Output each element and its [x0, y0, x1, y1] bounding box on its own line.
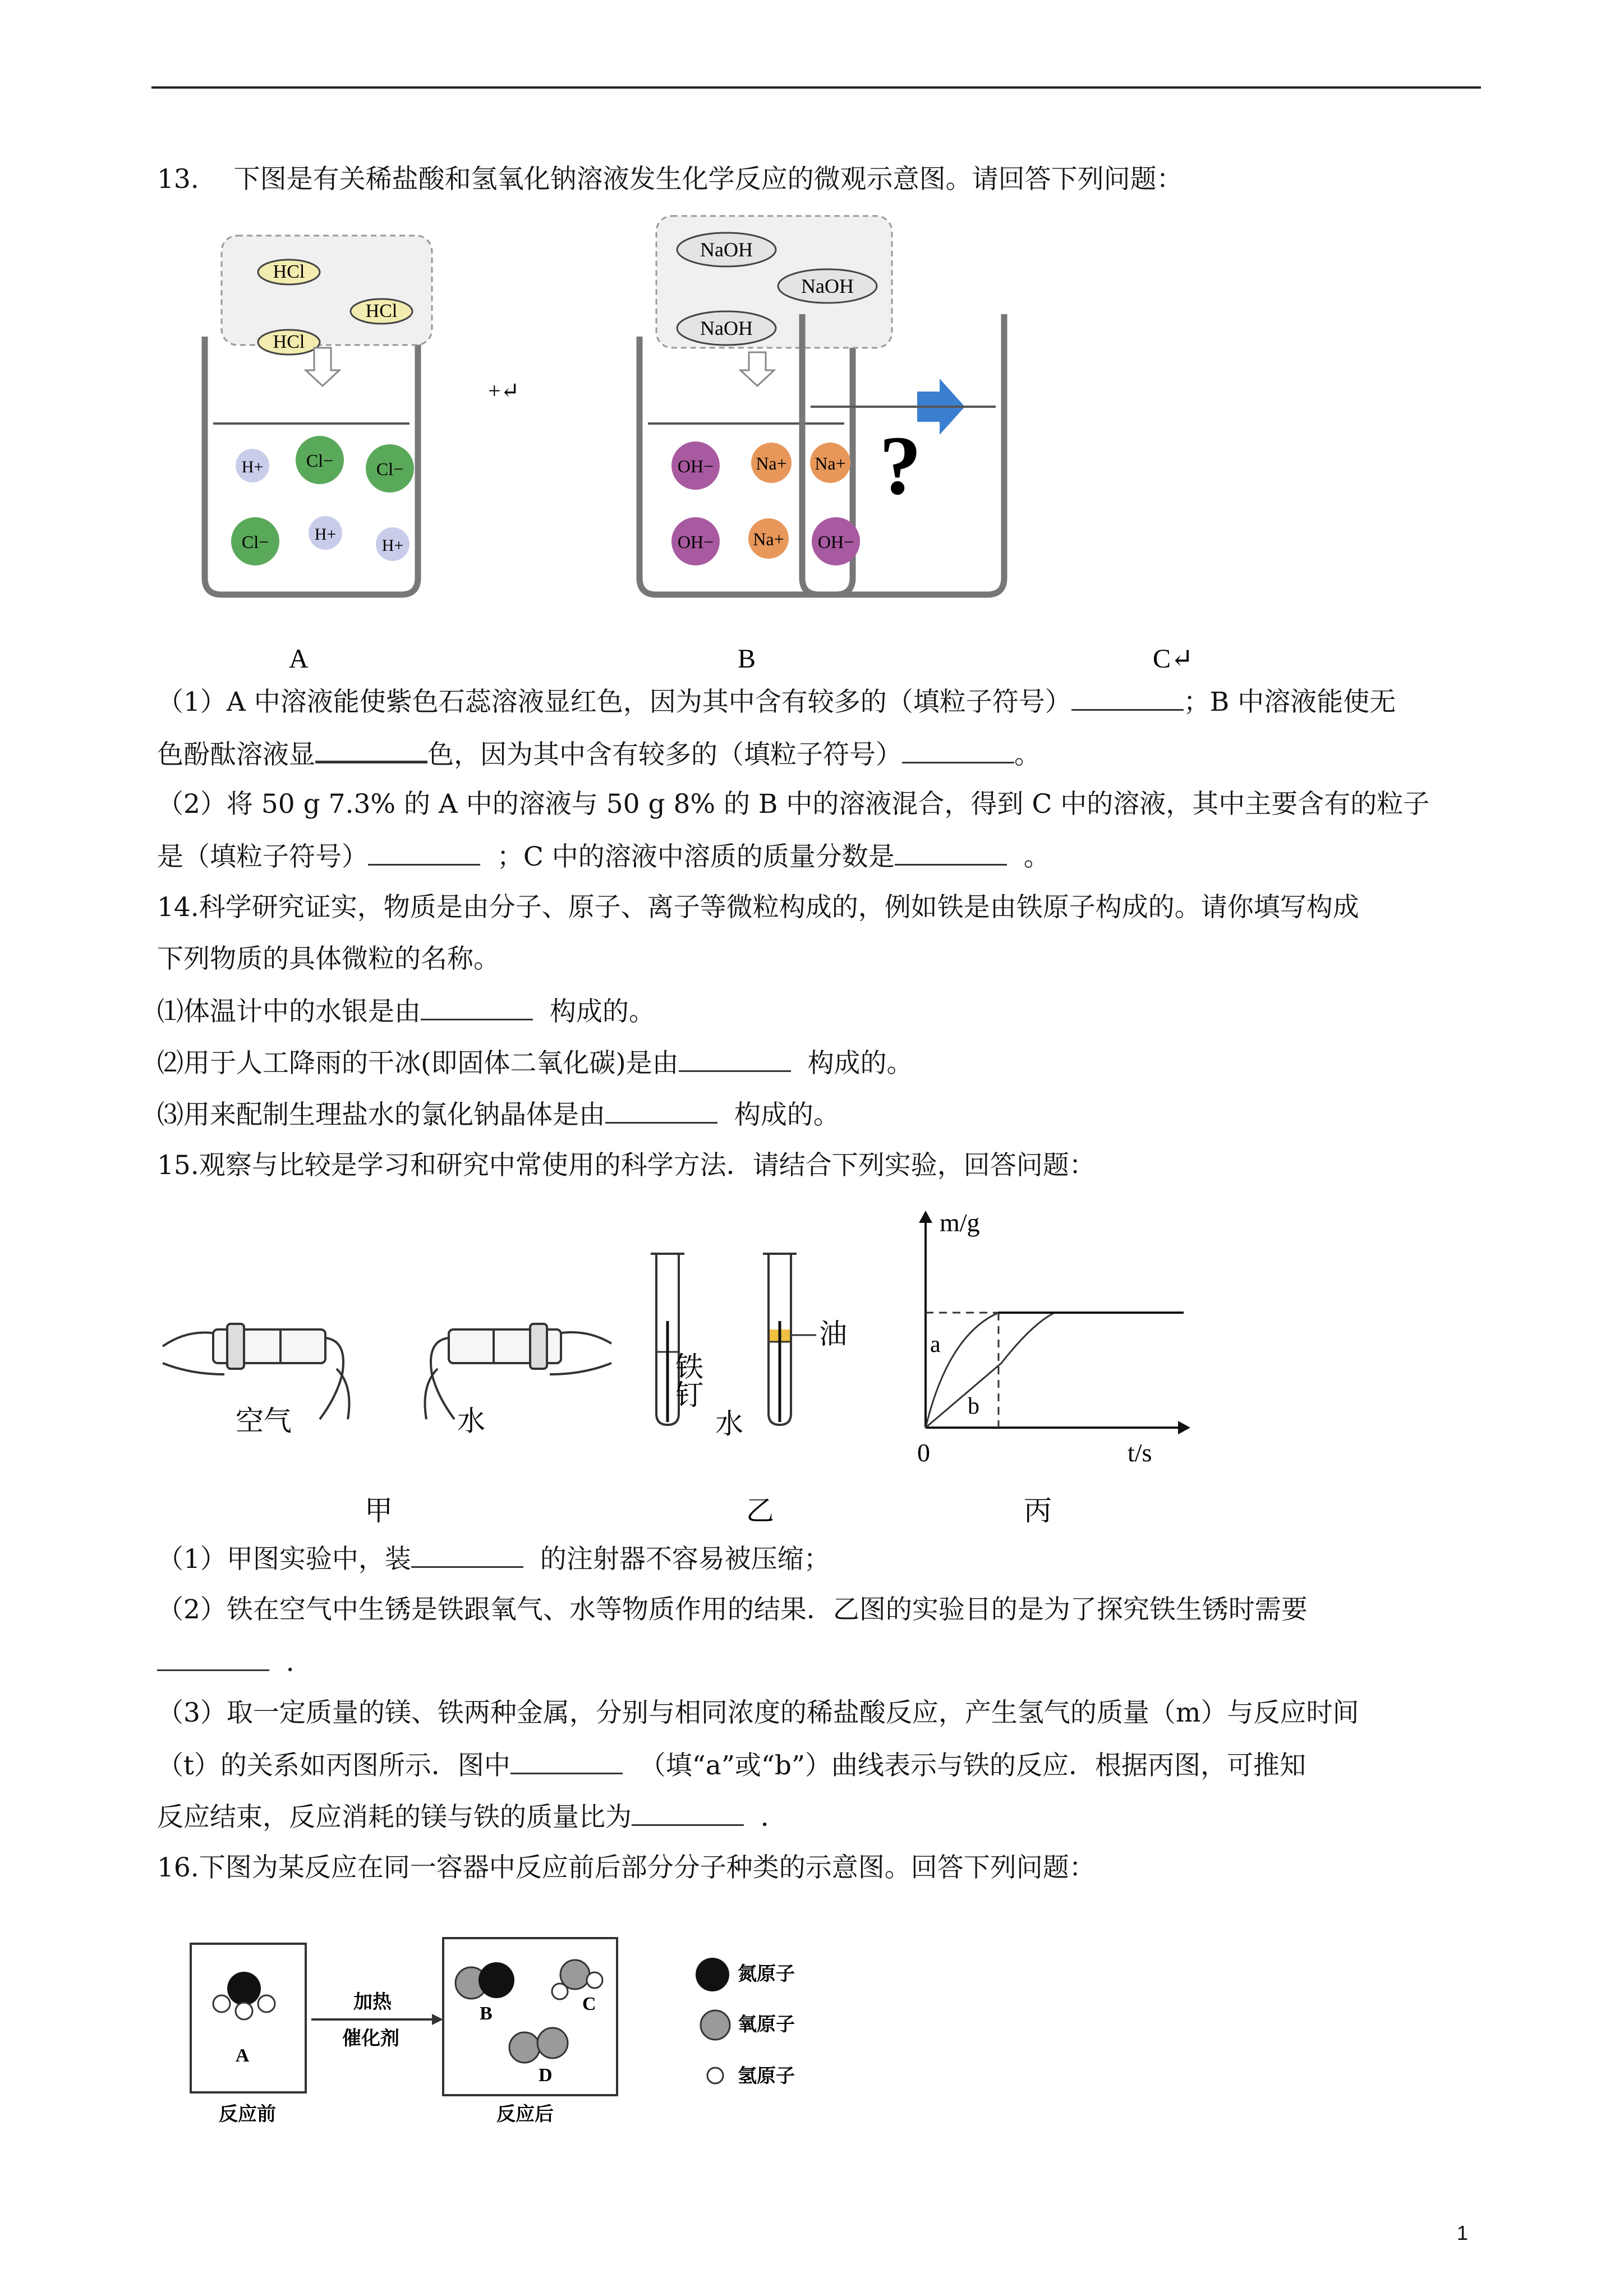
answer-blank[interactable] — [315, 736, 427, 763]
label-water: 水 — [457, 1405, 485, 1437]
box-after — [443, 1938, 617, 2095]
page-number: 1 — [1457, 2221, 1469, 2244]
legend-h-label: 氢原子 — [738, 2066, 795, 2087]
answer-blank[interactable] — [411, 1542, 523, 1568]
q15-intro: 15.观察与比较是学习和研究中常使用的科学方法．请结合下列实验，回答问题： — [157, 1150, 1096, 1181]
ion-oh: OH− — [817, 532, 854, 552]
text: 色酚酞溶液显 — [157, 739, 315, 770]
curve-b-label: b — [968, 1393, 979, 1419]
ion-cl: Cl− — [306, 450, 334, 471]
q15-p3-line2 — [157, 1748, 1306, 1783]
answer-blank[interactable] — [421, 994, 533, 1020]
label-a: A — [235, 2045, 250, 2066]
ion-h: H+ — [241, 458, 264, 476]
label-c: C — [582, 1994, 596, 2014]
ion-na: Na+ — [753, 529, 784, 549]
arrow-icon — [432, 2014, 443, 2025]
text: 构成的。 — [734, 1099, 840, 1130]
naoh-label: NaOH — [700, 238, 753, 261]
naoh-label: NaOH — [801, 275, 854, 297]
text: ⑴体温计中的水银是由 — [157, 996, 421, 1027]
text: 。 — [1023, 841, 1050, 872]
x-axis-label: t/s — [1128, 1438, 1152, 1467]
label-after: 反应后 — [496, 2104, 554, 2125]
figure-bing-chart — [919, 1211, 1190, 1434]
answer-blank[interactable] — [510, 1748, 623, 1774]
label-oil: 油 — [819, 1318, 847, 1350]
q15-figure — [157, 1206, 1200, 1537]
answer-blank[interactable] — [679, 1046, 791, 1072]
legend-h-swatch — [707, 2068, 723, 2083]
q14-s2 — [157, 1046, 913, 1080]
label-catalyst: 催化剂 — [342, 2028, 399, 2049]
q15-p3-line1: （3）取一定质量的镁、铁两种金属，分别与相同浓度的稀盐酸反应，产生氢气的质量（m）与反应时间 — [157, 1697, 1359, 1728]
answer-blank[interactable] — [902, 737, 1014, 763]
legend-n-label: 氮原子 — [738, 1964, 795, 1985]
answer-blank[interactable] — [368, 839, 480, 866]
q14-intro-1: 14.科学研究证实，物质是由分子、原子、离子等微粒构成的，例如铁是由铁原子构成的。请你填写构成 — [157, 892, 1359, 923]
hcl-bubble — [222, 236, 432, 345]
hcl-label: HCl — [273, 332, 305, 352]
header-rule — [151, 86, 1481, 89]
answer-blank[interactable] — [632, 1800, 744, 1826]
text: ． — [760, 1802, 787, 1833]
label-yi: 乙 — [746, 1495, 774, 1526]
down-arrow-icon — [740, 352, 774, 386]
down-arrow-icon — [306, 348, 339, 386]
answer-blank[interactable] — [605, 1097, 717, 1124]
text: （1）A 中溶液能使紫色石蕊溶液显红色，因为其中含有较多的（填粒子符号） — [157, 687, 1071, 717]
answer-blank[interactable] — [1071, 684, 1184, 711]
q15-p2-line1: （2）铁在空气中生锈是铁跟氧气、水等物质作用的结果．乙图的实验目的是为了探究铁生锈时需要 — [157, 1594, 1308, 1625]
text: 是（填粒子符号） — [157, 841, 368, 872]
text: ⑵用于人工降雨的干冰(即固体二氧化碳)是由 — [157, 1048, 679, 1079]
answer-blank[interactable] — [895, 839, 1007, 866]
curve-a-label: a — [930, 1332, 941, 1358]
text: （1）甲图实验中，装 — [157, 1544, 411, 1575]
y-axis-label: m/g — [940, 1208, 980, 1237]
plus-sign: +↵ — [488, 378, 520, 403]
text: ；C 中的溶液中溶质的质量分数是 — [496, 841, 895, 872]
label-bing: 丙 — [1024, 1495, 1052, 1526]
q14-s3 — [157, 1097, 840, 1132]
text: 构成的。 — [549, 996, 655, 1027]
label-air: 空气 — [236, 1405, 292, 1437]
curve-a — [926, 1313, 999, 1428]
figure-jia — [163, 1324, 611, 1419]
label-b: B — [738, 644, 756, 674]
text: 。 — [1014, 739, 1041, 770]
text: 的注射器不容易被压缩； — [540, 1544, 830, 1575]
label-c: C↵ — [1153, 644, 1194, 674]
naoh-label: NaOH — [700, 317, 753, 339]
ion-na: Na+ — [756, 453, 787, 473]
hcl-label: HCl — [273, 261, 305, 282]
legend-o-label: 氧原子 — [738, 2014, 795, 2035]
legend-o-swatch — [701, 2010, 730, 2040]
beaker-a — [205, 236, 432, 595]
text: ⑶用来配制生理盐水的氯化钠晶体是由 — [157, 1099, 605, 1130]
label-a: A — [289, 644, 309, 674]
beaker-b — [640, 216, 892, 595]
ion-h: H+ — [314, 525, 337, 544]
text: （t）的关系如丙图所示．图中 — [157, 1750, 510, 1781]
box-before — [191, 1944, 306, 2092]
q15-p2-line2 — [157, 1645, 312, 1680]
label-iron-nail: 铁钉 — [671, 1352, 703, 1408]
q13-figure — [191, 208, 1194, 684]
label-before: 反应前 — [219, 2104, 276, 2125]
q13-intro: 13. 下图是有关稀盐酸和氢氧化钠溶液发生化学反应的微观示意图。请回答下列问题： — [157, 164, 1183, 195]
answer-blank[interactable] — [157, 1645, 269, 1671]
q13-p1-line2 — [157, 736, 1041, 772]
question-mark: ? — [879, 419, 922, 512]
ion-na: Na+ — [815, 453, 846, 473]
text: ；B 中溶液能使无 — [1183, 687, 1396, 717]
q13-p2-line1: （2）将 50 g 7.3% 的 A 中的溶液与 50 g 8% 的 B 中的溶液混合，得到 C 中的溶液，其中主要含有的粒子 — [157, 789, 1430, 820]
label-jia: 甲 — [365, 1495, 393, 1526]
q14-s1 — [157, 994, 655, 1029]
text: 构成的。 — [807, 1048, 913, 1079]
q15-p3-line3 — [157, 1800, 787, 1834]
ion-h: H+ — [381, 536, 404, 555]
ion-oh: OH− — [677, 532, 714, 552]
q16-intro: 16.下图为某反应在同一容器中反应前后部分分子种类的示意图。回答下列问题： — [157, 1852, 1096, 1883]
text: ． — [286, 1647, 312, 1678]
origin-label: 0 — [917, 1438, 930, 1467]
q14-intro-2: 下列物质的具体微粒的名称。 — [157, 944, 500, 974]
q16-figure — [185, 1918, 858, 2143]
ion-cl: Cl− — [241, 532, 269, 552]
label-d: D — [539, 2065, 553, 2086]
text: 色，因为其中含有较多的（填粒子符号） — [427, 739, 902, 770]
text: （填“a”或“b”）曲线表示与铁的反应．根据丙图，可推知 — [639, 1750, 1306, 1781]
ion-cl: Cl− — [376, 459, 404, 479]
q13-p1-line1 — [157, 684, 1396, 719]
label-b: B — [480, 2003, 493, 2024]
label-water-2: 水 — [715, 1408, 743, 1439]
hcl-label: HCl — [365, 301, 398, 321]
legend — [696, 1958, 730, 2083]
q15-p1 — [157, 1542, 830, 1576]
label-heat: 加热 — [353, 1992, 392, 2013]
text: 反应结束，反应消耗的镁与铁的质量比为 — [157, 1802, 632, 1833]
legend-n-swatch — [696, 1958, 729, 1991]
ion-oh: OH− — [677, 456, 714, 476]
q13-p2-line2 — [157, 839, 1050, 874]
